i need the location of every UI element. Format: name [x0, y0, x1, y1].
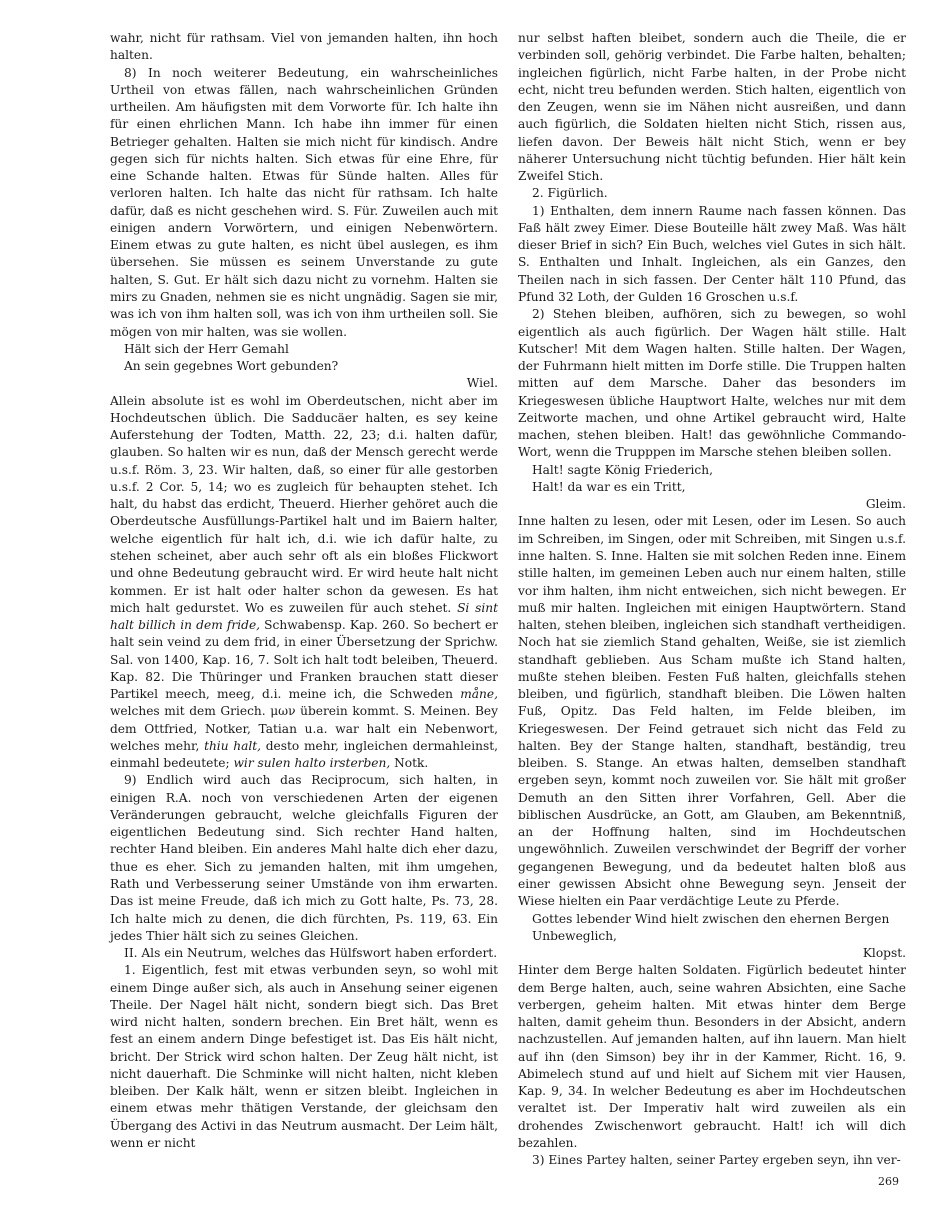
text-run: Notk.: [390, 756, 429, 771]
italic-quote: måne,: [460, 687, 498, 702]
verse-line: Halt! da war es ein Tritt,: [532, 479, 686, 494]
text-run: Schwabensp. Kap. 260. So bechert er halt sein veind zu dem frid, in einer Übersetzung der Sprichw. Sal. von 1400, Kap. 16, 7. Solt ich halt todt beleiben, Theuerd. Kap. 82. Die Thüringer und Franken brauchen statt dieser Partikel meech, meeg, d.i. meine ich, die Schweden: [110, 618, 498, 702]
italic-quote: thiu halt,: [204, 738, 262, 753]
italic-quote: Si sint halt billich in dem fride,: [110, 600, 498, 633]
verse-line: Gottes lebender Wind hielt zwischen den ehernen Bergen: [532, 911, 890, 926]
quote-source: Wiel.: [466, 376, 498, 391]
paragraph: 1) Enthalten, dem innern Raume nach fassen können. Das Faß hält zwey Eimer. Diese Bouteille hält zwey Maß. Was hält dieser Brief in sich? Ein Buch, welches viel Gutes in sich hält. S. Enthalten und Inhalt. Ingleichen, als ein Ganzes, den Theilen nach in sich fassen. Der Center hält 110 Pfund, das Pfund 32 Loth, der Gulden 16 Groschen u.s.f.: [518, 203, 906, 304]
quote-source: Gleim.: [865, 497, 906, 512]
verse-line: Halt! sagte König Friederich,: [532, 462, 713, 477]
italic-quote: wir sulen halto irsterben,: [233, 756, 391, 771]
right-column: [518, 30, 906, 1170]
section-heading: II. Als ein Neutrum, welches das Hülfswort haben erfordert.: [124, 946, 498, 961]
section-heading: 2. Figürlich.: [532, 186, 608, 201]
paragraph: 8) In noch weiterer Bedeutung, ein wahrscheinliches Urtheil von etwas fällen, nach wahrscheinlichen Gründen urtheilen. Am häufigsten mit dem Vorworte für. Ich halte ihn für einen ehrlichen Mann. Ich habe ihn immer für einen Betrieger gehalten. Halten sie mich nicht für kindisch. Andre gegen sich für nichts halten. Sich etwas für eine Ehre, für eine Schande halten. Etwas für Sünde halten. Alles für verloren halten. Ich halte das nicht für rathsam. Ich halte dafür, daß es nicht geschehen wird. S. Für. Zuweilen auch mit einigen andern Vorwörtern, und einigen Nebenwörtern. Einem etwas zu gute halten, es nicht übel auslegen, es ihm übersehen. Sie müssen es seinem Unverstande zu gute halten, S. Gut. Er hält sich dazu nicht zu vornehm. Halten sie mirs zu Gnaden, nehmen sie es nicht ungnädig. Sagen sie mir, was ich von ihm halten soll, was ich von ihm urtheilen soll. Sie mögen von mir halten, was sie wollen.: [110, 65, 498, 339]
paragraph: Inne halten zu lesen, oder mit Lesen, oder im Lesen. So auch im Schreiben, im Singen, oder mit Schreiben, mit Singen u.s.f. inne halten. S. Inne. Halten sie mit solchen Reden inne. Einem stille halten, im gemeinen Leben auch nur einem halten, stille vor ihm halten, ihm nicht entweichen, sich nicht bewegen. Er muß mir halten. Ingleichen mit einigen Hauptwörtern. Stand halten, stehen bleiben, ingleichen sich standhaft vertheidigen. Noch hat sie ziemlich Stand gehalten, Weiße, sie ist ziemlich standhaft geblieben. Aus Scham mußte ich Stand halten, mußte stehen bleiben. Festen Fuß halten, gleichfalls stehen bleiben, und figürlich, standhaft bleiben. Die Löwen halten Fuß, Opitz. Das Feld halten, im Felde bleiben, im Kriegeswesen. Der Feind getrauet sich nicht das Feld zu halten. Bey der Stange halten, standhaft, beständig, treu bleiben. S. Stange. An etwas halten, demselben standhaft ergeben seyn, kommt noch zuweilen vor. Sie hält mit großer Demuth an den Sitten ihrer Vorfahren, Gell. Aber die biblischen Ausdrücke, an Gott, am Glauben, am Bekenntniß, an der Hoffnung halten, sind im Hochdeutschen ungewöhnlich. Zuweilen verschwindet der Begriff der vorher gegangenen Bewegung, und da bedeutet halten bloß aus einer gewissen Absicht ohne Bewegung seyn. Jenseit der Wiese hielten ein Paar verdächtige Leute zu Pferde.: [518, 514, 906, 909]
quote-source: Klopst.: [862, 946, 906, 961]
paragraph: 9) Endlich wird auch das Reciprocum, sich halten, in einigen R.A. noch von verschiedenen Arten der eigenen Veränderungen gebraucht, welche gleichfalls Figuren der eigentlichen Bedeutung sind. Sich rechter Hand halten, rechter Hand bleiben. Ein anderes Mahl halte dich eher dazu, thue es eher. Sich zu jemanden halten, mit ihm umgehen, Rath und Verbesserung seiner Umstände von ihm erwarten. Das ist meine Freude, daß ich mich zu Gott halte, Ps. 73, 28. Ich halte mich zu denen, die dich fürchten, Ps. 119, 63. Ein jedes Thier hält sich zu seines Gleichen.: [110, 773, 498, 943]
text-run: welches mit dem Griech. μων überein kommt. S. Meinen. Bey dem Ottfried, Notker, Tatian u.a. war halt ein Nebenwort, welches mehr,: [110, 704, 498, 753]
text-run: Allein absolute ist es wohl im Oberdeutschen, nicht aber im Hochdeutschen üblich. Die Sadducäer halten, es sey keine Auferstehung der Todten, Matth. 22, 23; d.i. halten dafür, glauben. So halten wir es nun, daß der Mensch gerecht werde u.s.f. Röm. 3, 23. Wir halten, daß, so einer für alle gestorben u.s.f. 2 Cor. 5, 14; wo es zugleich für behaupten stehet. Ich halt, du habst das erdicht, Theuerd. Hierher gehöret auch die Oberdeutsche Ausfüllungs-Partikel halt und im Baiern halter, welche eigentlich für halt ich, d.i. wie ich dafür halte, zu stehen scheinet, aber auch sehr oft als ein bloßes Flickwort und ohne Bedeutung gebraucht wird. Er wird heute halt nicht kommen. Er ist halt oder halter schon da gewesen. Es hat mich halt gedurstet. Wo es zuweilen für auch stehet.: [110, 393, 498, 615]
paragraph: 2) Stehen bleiben, aufhören, sich zu bewegen, so wohl eigentlich als auch figürlich. Der Wagen hält stille. Halt Kutscher! Mit dem Wagen halten. Stille halten. Der Wagen, der Fuhrmann hielt mitten im Dorfe stille. Die Truppen halten mitten auf dem Marsche. Daher das besonders im Kriegeswesen übliche Hauptwort Halte, welches nur mit dem Zeitworte machen, und ohne Artikel gebraucht wird, Halte machen, stehen bleiben. Halt! das gewöhnliche Commando-Wort, wenn die Trupppen im Marsche stehen bleiben sollen.: [518, 307, 906, 460]
verse-line: Hält sich der Herr Gemahl: [124, 341, 289, 356]
verse-line: An sein gegebnes Wort gebunden?: [124, 359, 339, 374]
paragraph: [110, 393, 498, 773]
verse-line: Unbeweglich,: [532, 928, 617, 943]
paragraph: 1. Eigentlich, fest mit etwas verbunden seyn, so wohl mit einem Dinge außer sich, als auch in Ansehung seiner eigenen Theile. Der Nagel hält nicht, sondern biegt sich. Das Bret wird nicht halten, sondern brechen. Ein Bret hält, wenn es fest an einem andern Dinge befestiget ist. Das Eis hält nicht, bricht. Der Strick wird schon halten. Der Zeug hält nicht, ist nicht dauerhaft. Die Schminke will nicht halten, nicht kleben bleiben. Der Kalk hält, wenn er sitzen bleibt. Ingleichen in einem etwas mehr thätigen Verstande, der gleichsam den Übergang des Activi in das Neutrum ausmacht. Der Leim hält, wenn er nicht: [110, 963, 498, 1150]
page-number: 269: [878, 1175, 899, 1188]
paragraph: nur selbst haften bleibet, sondern auch die Theile, die er verbinden soll, gehörig verbindet. Die Farbe halten, behalten; ingleichen figürlich, nicht Farbe halten, in der Probe nicht echt, nicht treu befunden werden. Stich halten, eigentlich von den Zeugen, wenn sie im Nähen nicht ausreißen, und dann auch figürlich, die Soldaten hielten nicht Stich, rissen aus, liefen davon. Der Beweis hält nicht Stich, wenn er bey näherer Untersuchung nicht tüchtig befunden. Hier hält kein Zweifel Stich.: [518, 31, 906, 184]
paragraph: Hinter dem Berge halten Soldaten. Figürlich bedeutet hinter dem Berge halten, auch, seine wahren Absichten, eine Sache verbergen, geheim halten. Mit etwas hinter dem Berge halten, damit geheim thun. Besonders in der Absicht, andern nachzustellen. Auf jemanden halten, auf ihn lauern. Man hielt auf ihn (den Simson) bey ihr in der Kammer, Richt. 16, 9. Abimelech stund auf und hielt auf Sichem mit vier Hausen, Kap. 9, 34. In welcher Bedeutung es aber im Hochdeutschen veraltet ist. Der Imperativ halt wird zuweilen als ein drohendes Zwischenwort gebraucht. Halt! ich will dich bezahlen.: [518, 963, 906, 1150]
text-run: desto mehr, ingleichen dermahleinst, einmahl bedeutete;: [110, 738, 499, 771]
paragraph: 3) Eines Partey halten, seiner Partey ergeben seyn, ihn ver-: [532, 1153, 901, 1168]
left-column: [110, 30, 498, 1152]
paragraph: wahr, nicht für rathsam. Viel von jemanden halten, ihn hoch halten.: [110, 31, 498, 63]
